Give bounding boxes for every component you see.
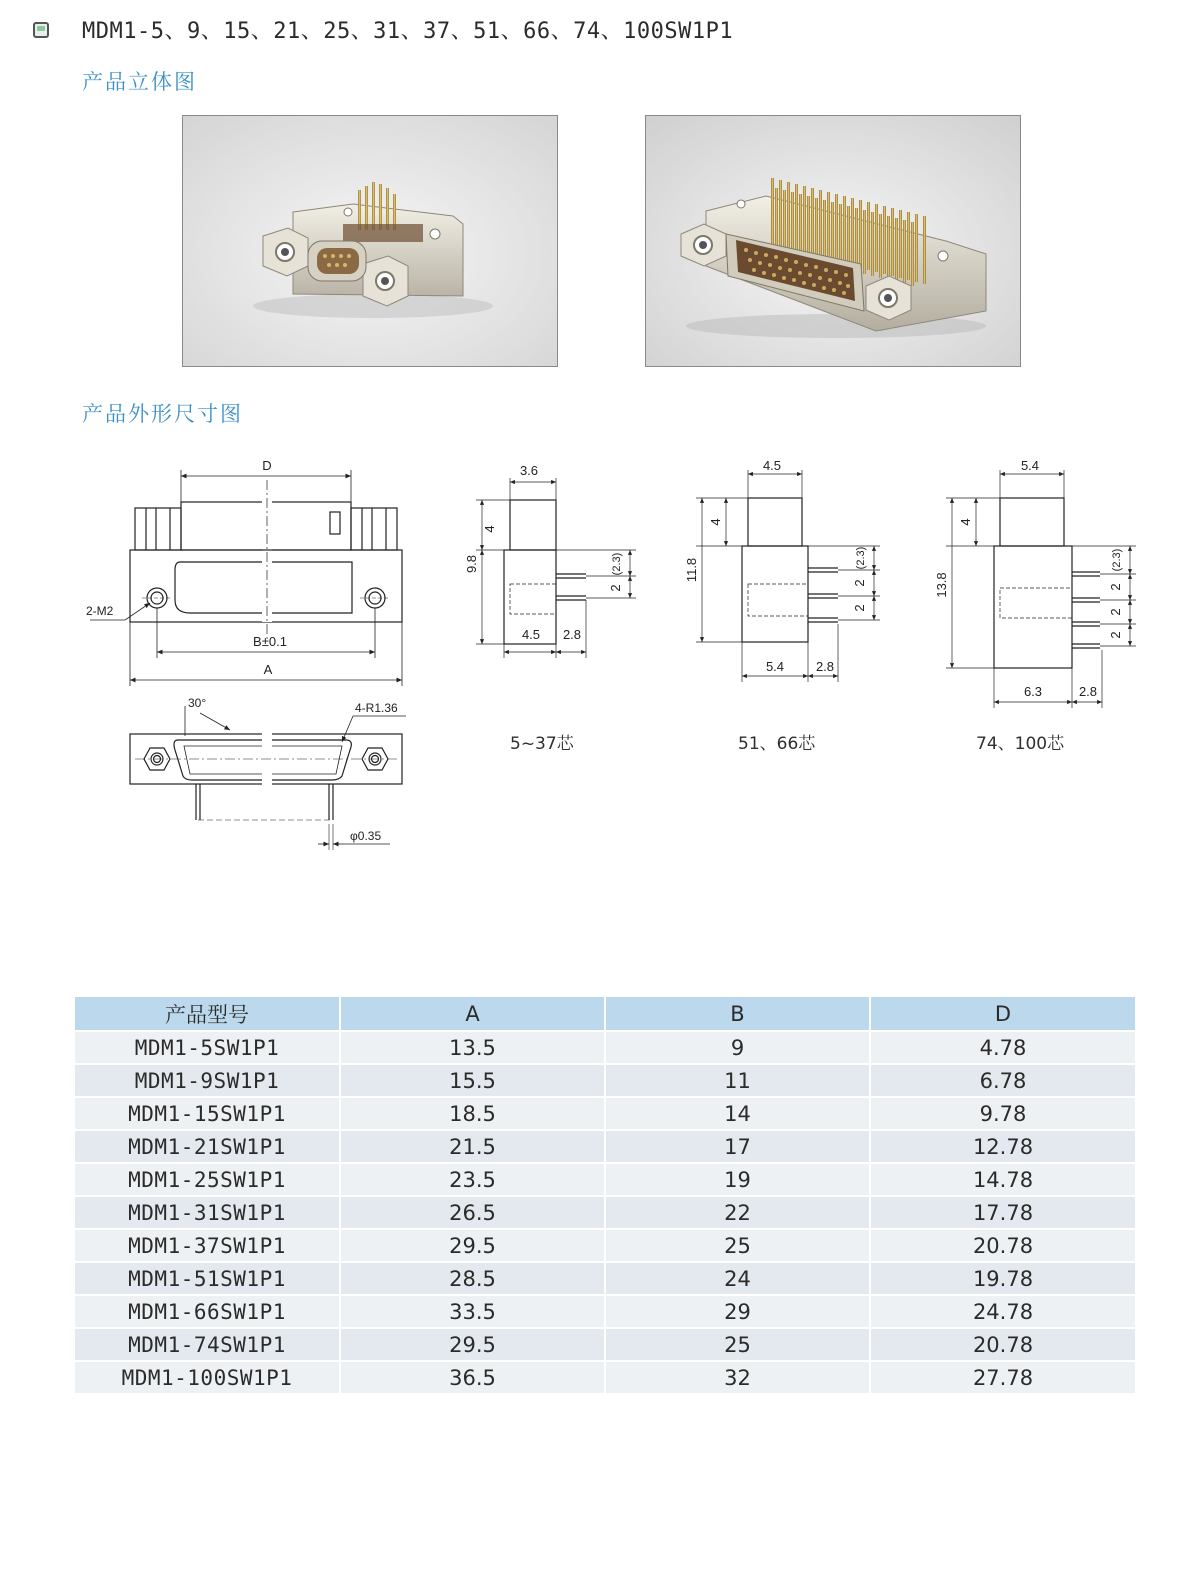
cell-model: MDM1-21SW1P1 — [75, 1130, 340, 1163]
side3-pin-offset: (2.3) — [1111, 548, 1123, 572]
cell-b: 22 — [605, 1196, 870, 1229]
table-row — [75, 1031, 1135, 1064]
cell-b: 29 — [605, 1295, 870, 1328]
cell-model: MDM1-74SW1P1 — [75, 1328, 340, 1361]
side2-top-width: 4.5 — [762, 458, 782, 473]
mount-hole-label: 2-M2 — [86, 604, 114, 618]
cell-a: 33.5 — [340, 1295, 605, 1328]
col-header-a: A — [340, 997, 605, 1031]
cell-d: 14.78 — [870, 1163, 1135, 1196]
cell-b: 25 — [605, 1229, 870, 1262]
connector-photo-small — [182, 115, 558, 367]
table-row — [75, 1295, 1135, 1328]
cell-b: 14 — [605, 1097, 870, 1130]
dim-a-label: A — [263, 662, 273, 677]
side1-pin-length: 2.8 — [562, 627, 582, 642]
cell-b: 19 — [605, 1163, 870, 1196]
angle-label: 30° — [188, 696, 207, 710]
cell-a: 29.5 — [340, 1229, 605, 1262]
connector-photo-large — [645, 115, 1021, 367]
side2-pin-offset: (2.3) — [855, 546, 867, 570]
side3-top-height: 4 — [958, 518, 973, 526]
table-row — [75, 1229, 1135, 1262]
table-row — [75, 1196, 1135, 1229]
cell-d: 20.78 — [870, 1328, 1135, 1361]
cell-b: 25 — [605, 1328, 870, 1361]
side2-top-height: 4 — [708, 518, 723, 526]
dim-b-label: B±0.1 — [253, 634, 287, 649]
side2-pin-pitch-2: 2 — [852, 604, 867, 612]
table-row — [75, 1163, 1135, 1196]
side3-pin-pitch-2: 2 — [1108, 608, 1123, 616]
cell-d: 9.78 — [870, 1097, 1135, 1130]
cell-model: MDM1-15SW1P1 — [75, 1097, 340, 1130]
table-header-row — [75, 997, 1135, 1031]
dimension-drawing — [80, 440, 1160, 870]
cell-d: 6.78 — [870, 1064, 1135, 1097]
cell-model: MDM1-9SW1P1 — [75, 1064, 340, 1097]
cell-model: MDM1-25SW1P1 — [75, 1163, 340, 1196]
cell-model: MDM1-5SW1P1 — [75, 1031, 340, 1064]
col-header-d: D — [870, 997, 1135, 1031]
table-row — [75, 1361, 1135, 1394]
cell-d: 27.78 — [870, 1361, 1135, 1394]
front-view — [86, 458, 402, 686]
dim-d-label: D — [262, 458, 272, 473]
page-title: MDM1-5、9、15、21、25、31、37、51、66、74、100SW1P1 — [82, 19, 734, 44]
cell-b: 11 — [605, 1064, 870, 1097]
side1-pin-pitch: 2 — [608, 584, 623, 592]
cell-a: 23.5 — [340, 1163, 605, 1196]
side2-total-height: 11.8 — [684, 557, 699, 583]
side3-pin-length: 2.8 — [1078, 684, 1098, 699]
cell-a: 36.5 — [340, 1361, 605, 1394]
side-view-51-66 — [684, 458, 880, 682]
spec-table — [75, 997, 1135, 1395]
col-header-b: B — [605, 997, 870, 1031]
cell-model: MDM1-31SW1P1 — [75, 1196, 340, 1229]
cell-model: MDM1-37SW1P1 — [75, 1229, 340, 1262]
cell-model: MDM1-66SW1P1 — [75, 1295, 340, 1328]
cell-d: 12.78 — [870, 1130, 1135, 1163]
cell-a: 13.5 — [340, 1031, 605, 1064]
side3-total-height: 13.8 — [934, 572, 949, 598]
side3-top-width: 5.4 — [1020, 458, 1040, 473]
side2-base-width: 5.4 — [765, 659, 785, 674]
side1-total-height: 9.8 — [464, 554, 479, 574]
side2-pin-length: 2.8 — [815, 659, 835, 674]
photos-section-title: 产品立体图 — [82, 70, 197, 94]
cell-a: 29.5 — [340, 1328, 605, 1361]
side1-pin-offset: (2.3) — [611, 552, 623, 576]
side1-top-height: 4 — [482, 525, 497, 533]
cell-a: 15.5 — [340, 1064, 605, 1097]
cell-a: 21.5 — [340, 1130, 605, 1163]
side-view-caption-2: 51、66芯 — [738, 734, 816, 754]
cell-a: 18.5 — [340, 1097, 605, 1130]
col-header-model: 产品型号 — [75, 997, 340, 1031]
pin-dia-label: φ0.35 — [350, 829, 382, 843]
side1-base-width: 4.5 — [521, 627, 541, 642]
cell-model: MDM1-51SW1P1 — [75, 1262, 340, 1295]
side3-pin-pitch-1: 2 — [1108, 583, 1123, 591]
side-view-caption-1: 5~37芯 — [510, 734, 574, 754]
table-row — [75, 1130, 1135, 1163]
table-row — [75, 1328, 1135, 1361]
cell-a: 28.5 — [340, 1262, 605, 1295]
radius-label: 4-R1.36 — [355, 701, 398, 715]
side-view-5-37 — [464, 463, 636, 658]
table-row — [75, 1064, 1135, 1097]
side3-base-width: 6.3 — [1023, 684, 1043, 699]
side1-top-width: 3.6 — [519, 463, 539, 478]
cell-d: 17.78 — [870, 1196, 1135, 1229]
cell-d: 4.78 — [870, 1031, 1135, 1064]
side-view-74-100 — [934, 458, 1136, 708]
side2-pin-pitch-1: 2 — [852, 579, 867, 587]
table-row — [75, 1097, 1135, 1130]
cell-d: 19.78 — [870, 1262, 1135, 1295]
cell-b: 32 — [605, 1361, 870, 1394]
cell-b: 24 — [605, 1262, 870, 1295]
cell-b: 9 — [605, 1031, 870, 1064]
bottom-view — [130, 696, 406, 850]
table-row — [75, 1262, 1135, 1295]
dimensions-section-title: 产品外形尺寸图 — [82, 402, 243, 426]
cell-model: MDM1-100SW1P1 — [75, 1361, 340, 1394]
cell-d: 24.78 — [870, 1295, 1135, 1328]
side-view-caption-3: 74、100芯 — [976, 734, 1065, 754]
document-icon — [33, 22, 49, 38]
cell-d: 20.78 — [870, 1229, 1135, 1262]
side3-pin-pitch-3: 2 — [1108, 631, 1123, 639]
cell-a: 26.5 — [340, 1196, 605, 1229]
cell-b: 17 — [605, 1130, 870, 1163]
